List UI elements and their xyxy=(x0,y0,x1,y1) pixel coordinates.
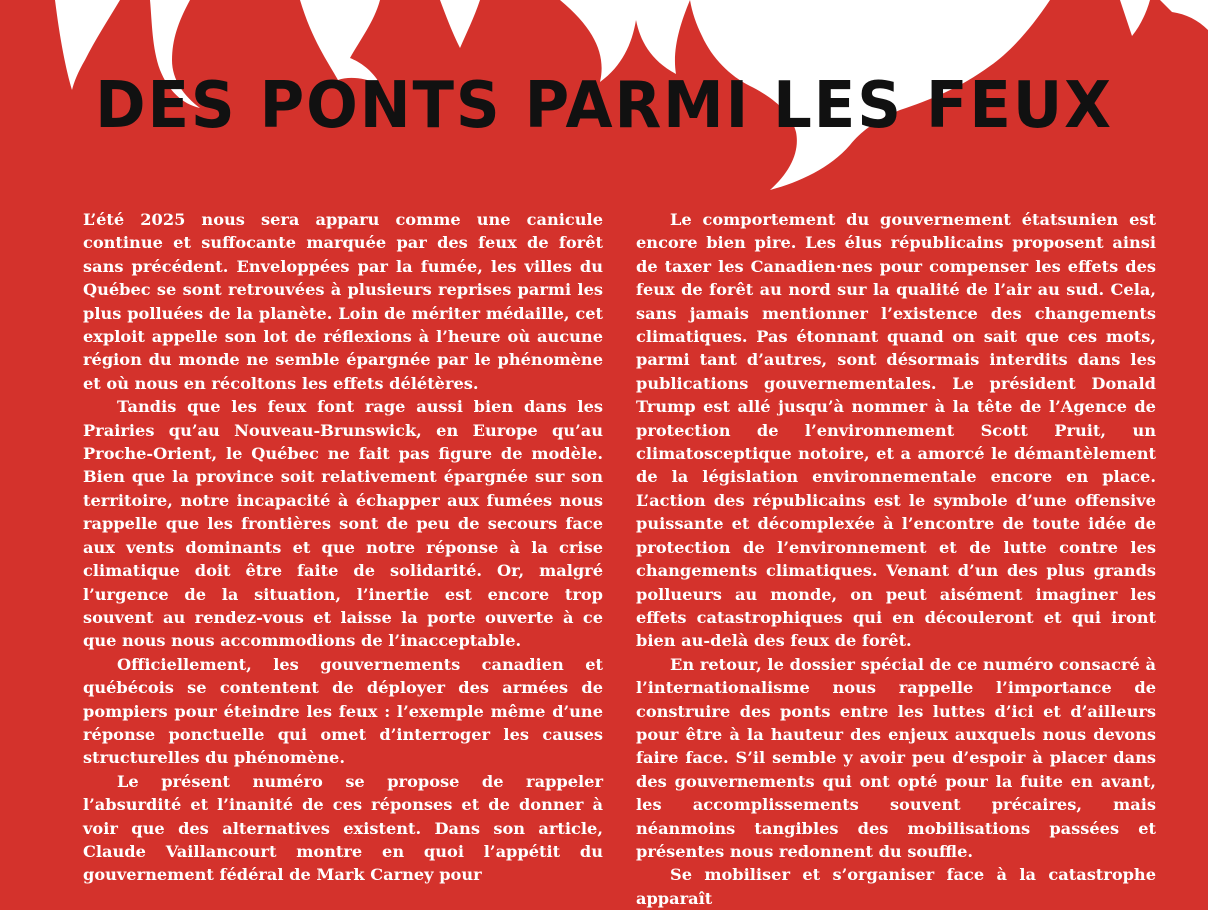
paragraph: Se mobiliser et s’organiser face à la catastrophe apparaît xyxy=(636,865,1156,908)
paragraph: Officiellement, les gouvernements canadien et québécois se contentent de déployer des armées de pompiers pour éteindre les feux : l’exemple même d’une réponse ponctuelle qui omet d’interroger les causes structurelles du phénomène. xyxy=(83,654,603,768)
paragraph: Le comportement du gouvernement étatsunien est encore bien pire. Les élus républicains proposent ainsi de taxer les Canadien·nes pour compenser les effets des feux de forêt au nord sur la qualité de l’air au sud. Cela, sans jamais mentionner l’existence des changements climatiques. Pas étonnant quand on sait que ces mots, parmi tant d’autres, sont désormais interdits dans les publications gouvernementales. Le président Donald Trump est allé jusqu’à nommer à la tête de l’Agence de protection de l’environnement Scott Pruit, un climatosceptique notoire, et a amorcé le démantèlement de la législation environnementale encore en place. L’action des républicains est le symbole d’une offensive puissante et décomplexée à l’encontre de toute idée de protection de l’environnement et de lutte contre les changements climatiques. Venant d’un des plus grands pollueurs au monde, on peut aisément imaginer les effets catastrophiques qui en découleront et qui iront bien au-delà des feux de forêt. xyxy=(636,210,1156,651)
page-title: DES PONTS PARMI LES FEUX xyxy=(95,69,1113,143)
left-column xyxy=(83,208,603,887)
paragraph: En retour, le dossier spécial de ce numéro consacré à l’internationalisme nous rappelle l’importance de construire des ponts entre les luttes d’ici et d’ailleurs pour être à la hauteur des enjeux auxquels nous devons faire face. S’il semble y avoir peu d’espoir à placer dans des gouvernements qui ont opté pour la fuite en avant, les accomplissements souvent précaires, mais néanmoins tangibles des mobilisations passées et présentes nous redonnent du souffle. xyxy=(636,654,1156,861)
paragraph: Le présent numéro se propose de rappeler l’absurdité et l’inanité de ces réponses et de donner à voir que des alternatives existent. Dans son article, Claude Vaillancourt montre en quoi l’appétit du gouvernement fédéral de Mark Carney pour xyxy=(83,771,603,885)
paragraph: Tandis que les feux font rage aussi bien dans les Prairies qu’au Nouveau-Brunswick, en Europe qu’au Proche-Orient, le Québec ne fait pas figure de modèle. Bien que la province soit relativement épargnée sur son territoire, notre incapacité à échapper aux fumées nous rappelle que les frontières sont de peu de secours face aux vents dominants et que notre réponse à la crise climatique doit être faite de solidarité. Or, malgré l’urgence de la situation, l’inertie est encore trop souvent au rendez-vous et laisse la porte ouverte à ce que nous nous accommodions de l’inacceptable. xyxy=(83,397,603,651)
paragraph: L’été 2025 nous sera apparu comme une canicule continue et suffocante marquée par des feux de forêt sans précédent. Enveloppées par la fumée, les villes du Québec se sont retrouvées à plusieurs reprises parmi les plus polluées de la planète. Loin de mériter médaille, cet exploit appelle son lot de réflexions à l’heure où aucune région du monde ne semble épargnée par le phénomène et où nous en récoltons les effets délétères. xyxy=(83,210,603,393)
